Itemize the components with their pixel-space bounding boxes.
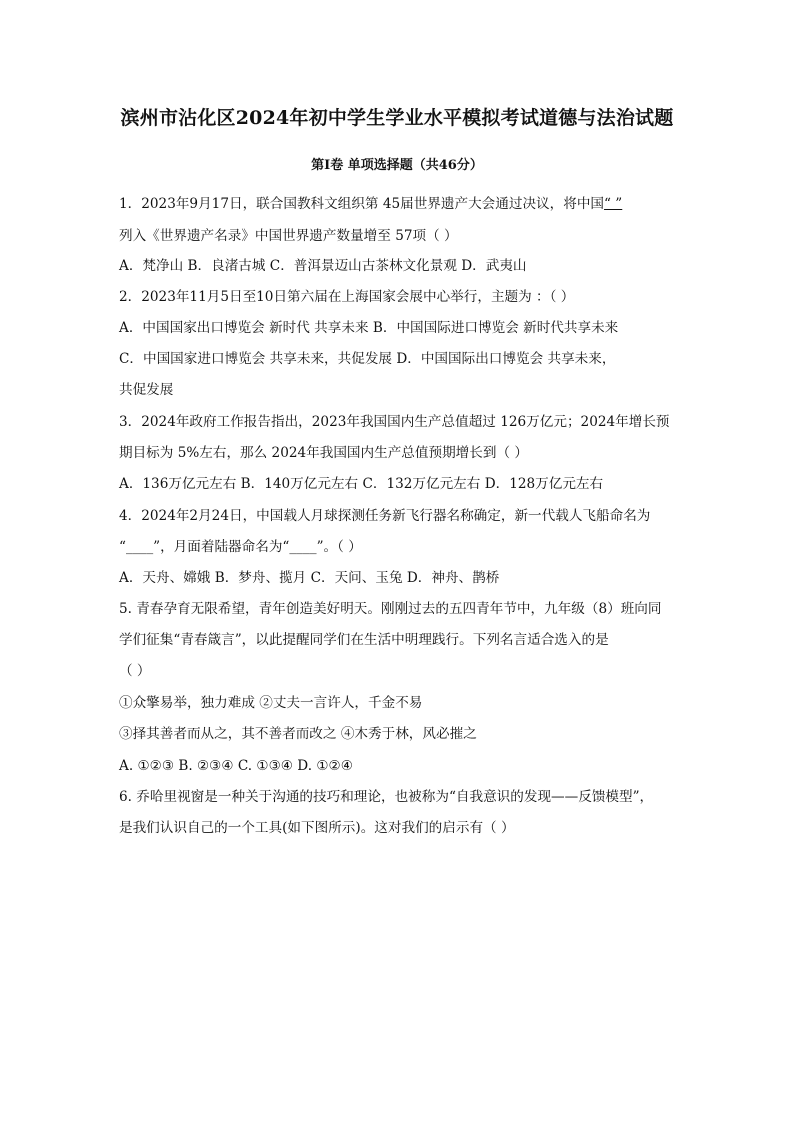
question-6-stem-line-1: 6. 乔哈里视窗是一种关于沟通的技巧和理论，也被称为“自我意识的发现——反馈模型”， [119,789,654,805]
question-4-options: A．天舟、嫦娥 B．梦舟、揽月 C．天问、玉兔 D．神舟、鹊桥 [119,570,500,586]
question-5-options: A. ①②③ B. ②③④ C. ①③④ D. ①②④ [119,758,353,774]
question-2-options-cd-cont: 共促发展 [119,382,174,398]
question-2-options-ab: A．中国国家出口博览会 新时代 共享未来 B．中国国际进口博览会 新时代共享未来 [119,320,619,336]
question-2-options-cd: C．中国国家进口博览会 共享未来，共促发展 D．中国国际出口博览会 共享未来， [119,351,616,367]
exam-title: 滨州市沾化区2024年初中学生学业水平模拟考试道德与法治试题 [120,107,674,129]
question-4-stem-line-2: “____”，月面着陆器命名为“____”。（ ） [119,539,362,555]
question-5-stem-line-3: （ ） [119,663,151,679]
question-3-stem-line-2: 期目标为 5%左右，那么 2024年我国国内生产总值预期增长到（ ） [119,445,528,461]
question-1-stem-line-2: 列入《世界遗产名录》中国世界遗产数量增至 57项（ ） [119,228,458,244]
question-2-stem: 2．2023年11月5日至10日第六届在上海国家会展中心举行，主题为 ：（ ） [119,289,575,305]
question-1-options: A．梵净山 B．良渚古城 C．普洱景迈山古茶林文化景观 D．武夷山 [119,258,527,274]
question-5-items-3-4: ③择其善者而从之，其不善者而改之 ④木秀于林，风必摧之 [119,726,477,742]
question-3-stem-line-1: 3．2024年政府工作报告指出，2023年我国国内生产总值超过 126万亿元；2024年增长预 [119,414,670,430]
question-5-items-1-2: ①众擎易举，独力难成 ②丈夫一言许人，千金不易 [119,695,423,711]
section-heading: 第Ⅰ卷 单项选择题（共46分） [311,158,483,173]
question-1-blank: “ ” [604,196,623,212]
question-1-stem-line-1: 1．2023年9月17日，联合国教科文组织第 45届世界遗产大会通过决议，将中国“ ” [119,196,623,212]
question-3-options: A．136万亿元左右 B．140万亿元左右 C．132万亿元左右 D．128万亿元左右 [119,476,604,492]
question-6-stem-line-2: 是我们认识自己的一个工具(如下图所示)。这对我们的启示有（ ） [119,820,515,836]
question-5-stem-line-2: 学们征集“青春箴言”，以此提醒同学们在生活中明理践行。下列名言适合选入的是 [119,632,609,648]
question-5-stem-line-1: 5. 青春孕育无限希望，青年创造美好明天。刚刚过去的五四青年节中，九年级（8）班向同 [119,601,662,617]
question-4-stem-line-1: 4．2024年2月24日，中国载人月球探测任务新飞行器名称确定，新一代载人飞船命名为 [119,508,651,524]
